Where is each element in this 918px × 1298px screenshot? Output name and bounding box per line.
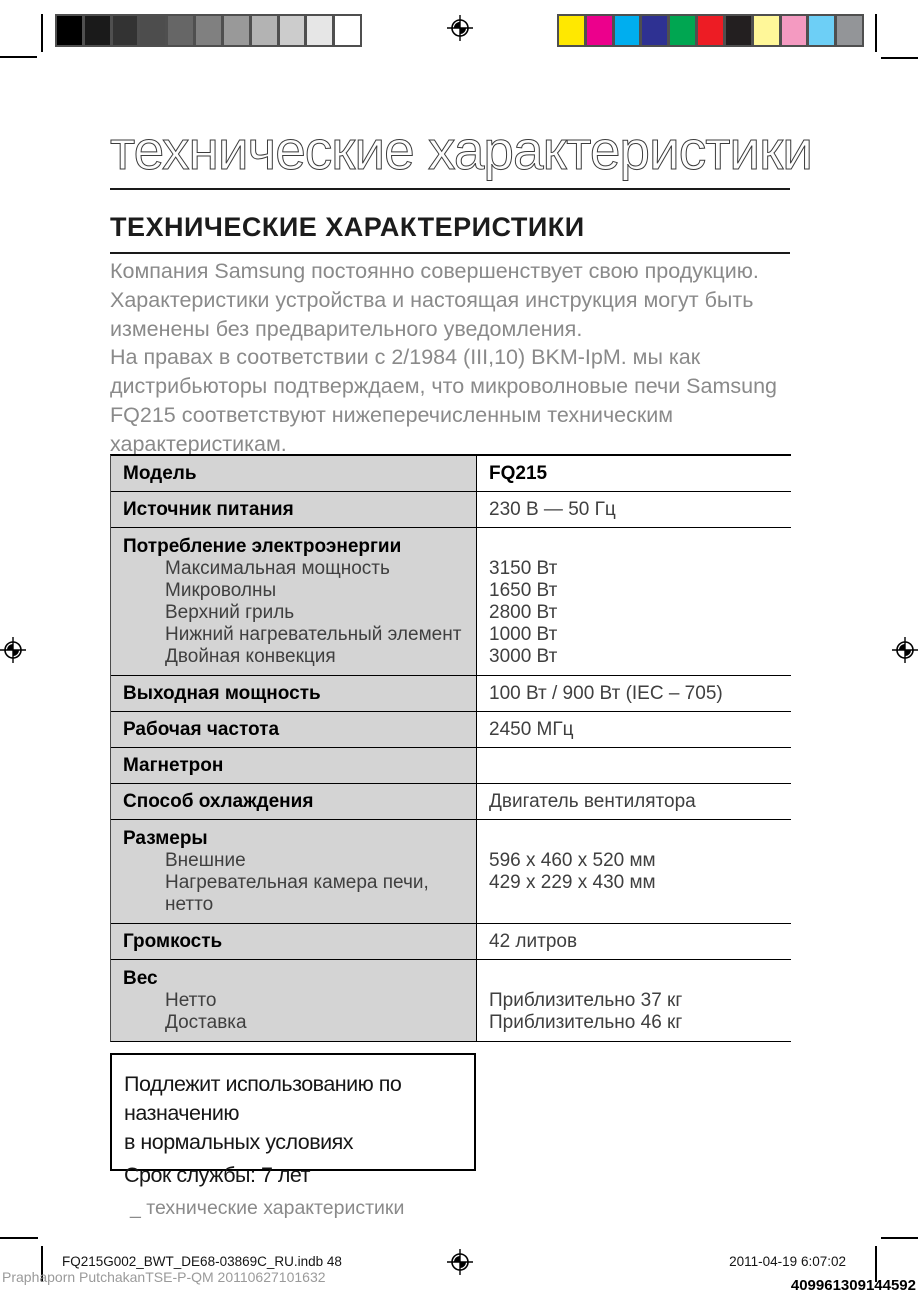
calibration-swatch	[724, 14, 753, 47]
spec-label: Громкость	[123, 931, 223, 952]
running-footer: _ технические характеристики	[130, 1197, 405, 1219]
spec-label: Вес	[123, 968, 158, 989]
registration-mark-icon	[892, 637, 918, 663]
spec-value: 1000 Вт	[489, 624, 558, 645]
crop-mark	[881, 57, 918, 59]
registration-mark-icon	[447, 15, 473, 41]
calibration-swatch	[83, 14, 112, 47]
compliance-paragraph: На правах в соответствии с 2/1984 (III,10) BKM-IpM. мы как дистрибьюторы подтверждаем, что микроволновые печи Samsung FQ215 соответствуют нижеперечисленным техническим характеристикам.	[110, 345, 778, 456]
crop-mark	[881, 1237, 918, 1239]
calibration-swatch	[585, 14, 614, 47]
table-row-dimensions	[111, 820, 791, 924]
calibration-swatch	[55, 14, 84, 47]
calibration-swatch	[194, 14, 223, 47]
spec-value: 3000 Вт	[489, 646, 558, 667]
spec-label: Рабочая частота	[123, 719, 280, 740]
usage-line: Подлежит использованию по назначению	[124, 1072, 402, 1125]
service-life-box	[110, 1053, 476, 1187]
calibration-swatch	[752, 14, 781, 47]
table-row-model	[111, 456, 791, 492]
table-row-frequency	[111, 712, 791, 748]
spec-value: 1650 Вт	[489, 580, 558, 601]
spec-sublabel: Нетто	[165, 990, 217, 1011]
spec-value: 100 Вт / 900 Вт (IEC – 705)	[489, 683, 723, 704]
spec-value: Приблизительно 37 кг	[489, 990, 683, 1011]
spec-value: 3150 Вт	[489, 558, 558, 579]
color-calibration-bar	[557, 14, 863, 47]
spec-value: 429 x 229 x 430 мм	[489, 872, 656, 893]
calibration-swatch	[696, 14, 725, 47]
spec-sublabel: Двойная конвекция	[165, 646, 336, 667]
crop-mark	[0, 56, 37, 58]
spec-value: 42 литров	[489, 931, 578, 952]
calibration-swatch	[166, 14, 195, 47]
spec-label: Магнетрон	[123, 755, 224, 776]
crop-mark	[0, 1237, 38, 1239]
calibration-swatch	[111, 14, 140, 47]
calibration-swatch	[668, 14, 697, 47]
spec-value: Приблизительно 46 кг	[489, 1012, 683, 1033]
spec-sublabel: Максимальная мощность	[165, 558, 390, 579]
calibration-swatch	[138, 14, 167, 47]
table-row-magnetron	[111, 748, 791, 784]
print-filename: FQ215G002_BWT_DE68-03869C_RU.indb 48	[62, 1254, 342, 1269]
calibration-swatch	[557, 14, 586, 47]
calibration-swatch	[222, 14, 251, 47]
calibration-swatch	[807, 14, 836, 47]
table-row-consumption	[111, 528, 791, 676]
spec-label: Источник питания	[123, 499, 294, 520]
service-life-line: Срок службы: 7 лет	[124, 1163, 311, 1187]
calibration-swatch	[835, 14, 864, 47]
calibration-swatch	[305, 14, 334, 47]
table-row-power-source	[111, 492, 791, 528]
print-operator: Praphaporn PutchakanTSE-P-QM 20110627101632	[2, 1269, 326, 1285]
page-title: технические характеристики	[110, 118, 790, 190]
registration-mark-icon	[447, 1249, 473, 1275]
spec-sublabel: Верхний гриль	[165, 602, 295, 623]
crop-mark	[875, 14, 877, 52]
spec-label: Способ охлаждения	[123, 791, 314, 812]
spec-value: 2450 МГц	[489, 719, 574, 740]
spec-table	[110, 454, 791, 1042]
calibration-swatch	[780, 14, 809, 47]
print-barcode-number: 409961309144592	[790, 1277, 916, 1294]
spec-sublabel: Нижний нагревательный элемент	[165, 624, 462, 645]
spec-label: Потребление электроэнергии	[123, 536, 402, 557]
spec-label: Выходная мощность	[123, 683, 321, 704]
calibration-swatch	[278, 14, 307, 47]
calibration-swatch	[250, 14, 279, 47]
print-datetime: 2011-04-19 6:07:02	[729, 1254, 846, 1269]
spec-value: FQ215	[489, 463, 548, 484]
spec-sublabel: Микроволны	[165, 580, 277, 601]
spec-sublabel: Доставка	[165, 1012, 247, 1033]
calibration-swatch	[613, 14, 642, 47]
spec-sublabel: Нагревательная камера печи, нетто	[165, 872, 429, 915]
table-row-cooling	[111, 784, 791, 820]
table-row-volume	[111, 924, 791, 960]
spec-sublabel: Внешние	[165, 850, 246, 871]
registration-mark-icon	[0, 637, 26, 663]
table-row-output-power	[111, 676, 791, 712]
spec-label: Размеры	[123, 828, 208, 849]
table-row-weight	[111, 960, 791, 1041]
section-heading: ТЕХНИЧЕСКИЕ ХАРАКТЕРИСТИКИ	[110, 212, 790, 254]
grayscale-calibration-bar	[55, 14, 361, 47]
crop-mark	[41, 14, 43, 52]
spec-value: 230 В — 50 Гц	[489, 499, 616, 520]
usage-line: в нормальных условиях	[124, 1130, 354, 1154]
calibration-swatch	[333, 14, 362, 47]
spec-value: 596 x 460 x 520 мм	[489, 850, 656, 871]
spec-value: 2800 Вт	[489, 602, 558, 623]
spec-value: Двигатель вентилятора	[489, 791, 696, 812]
intro-paragraph: Компания Samsung постоянно совершенствует свою продукцию. Характеристики устройства и настоящая инструкция могут быть изменены без предварительного уведомления.	[110, 259, 759, 341]
calibration-swatch	[640, 14, 669, 47]
spec-label: Модель	[123, 463, 197, 484]
